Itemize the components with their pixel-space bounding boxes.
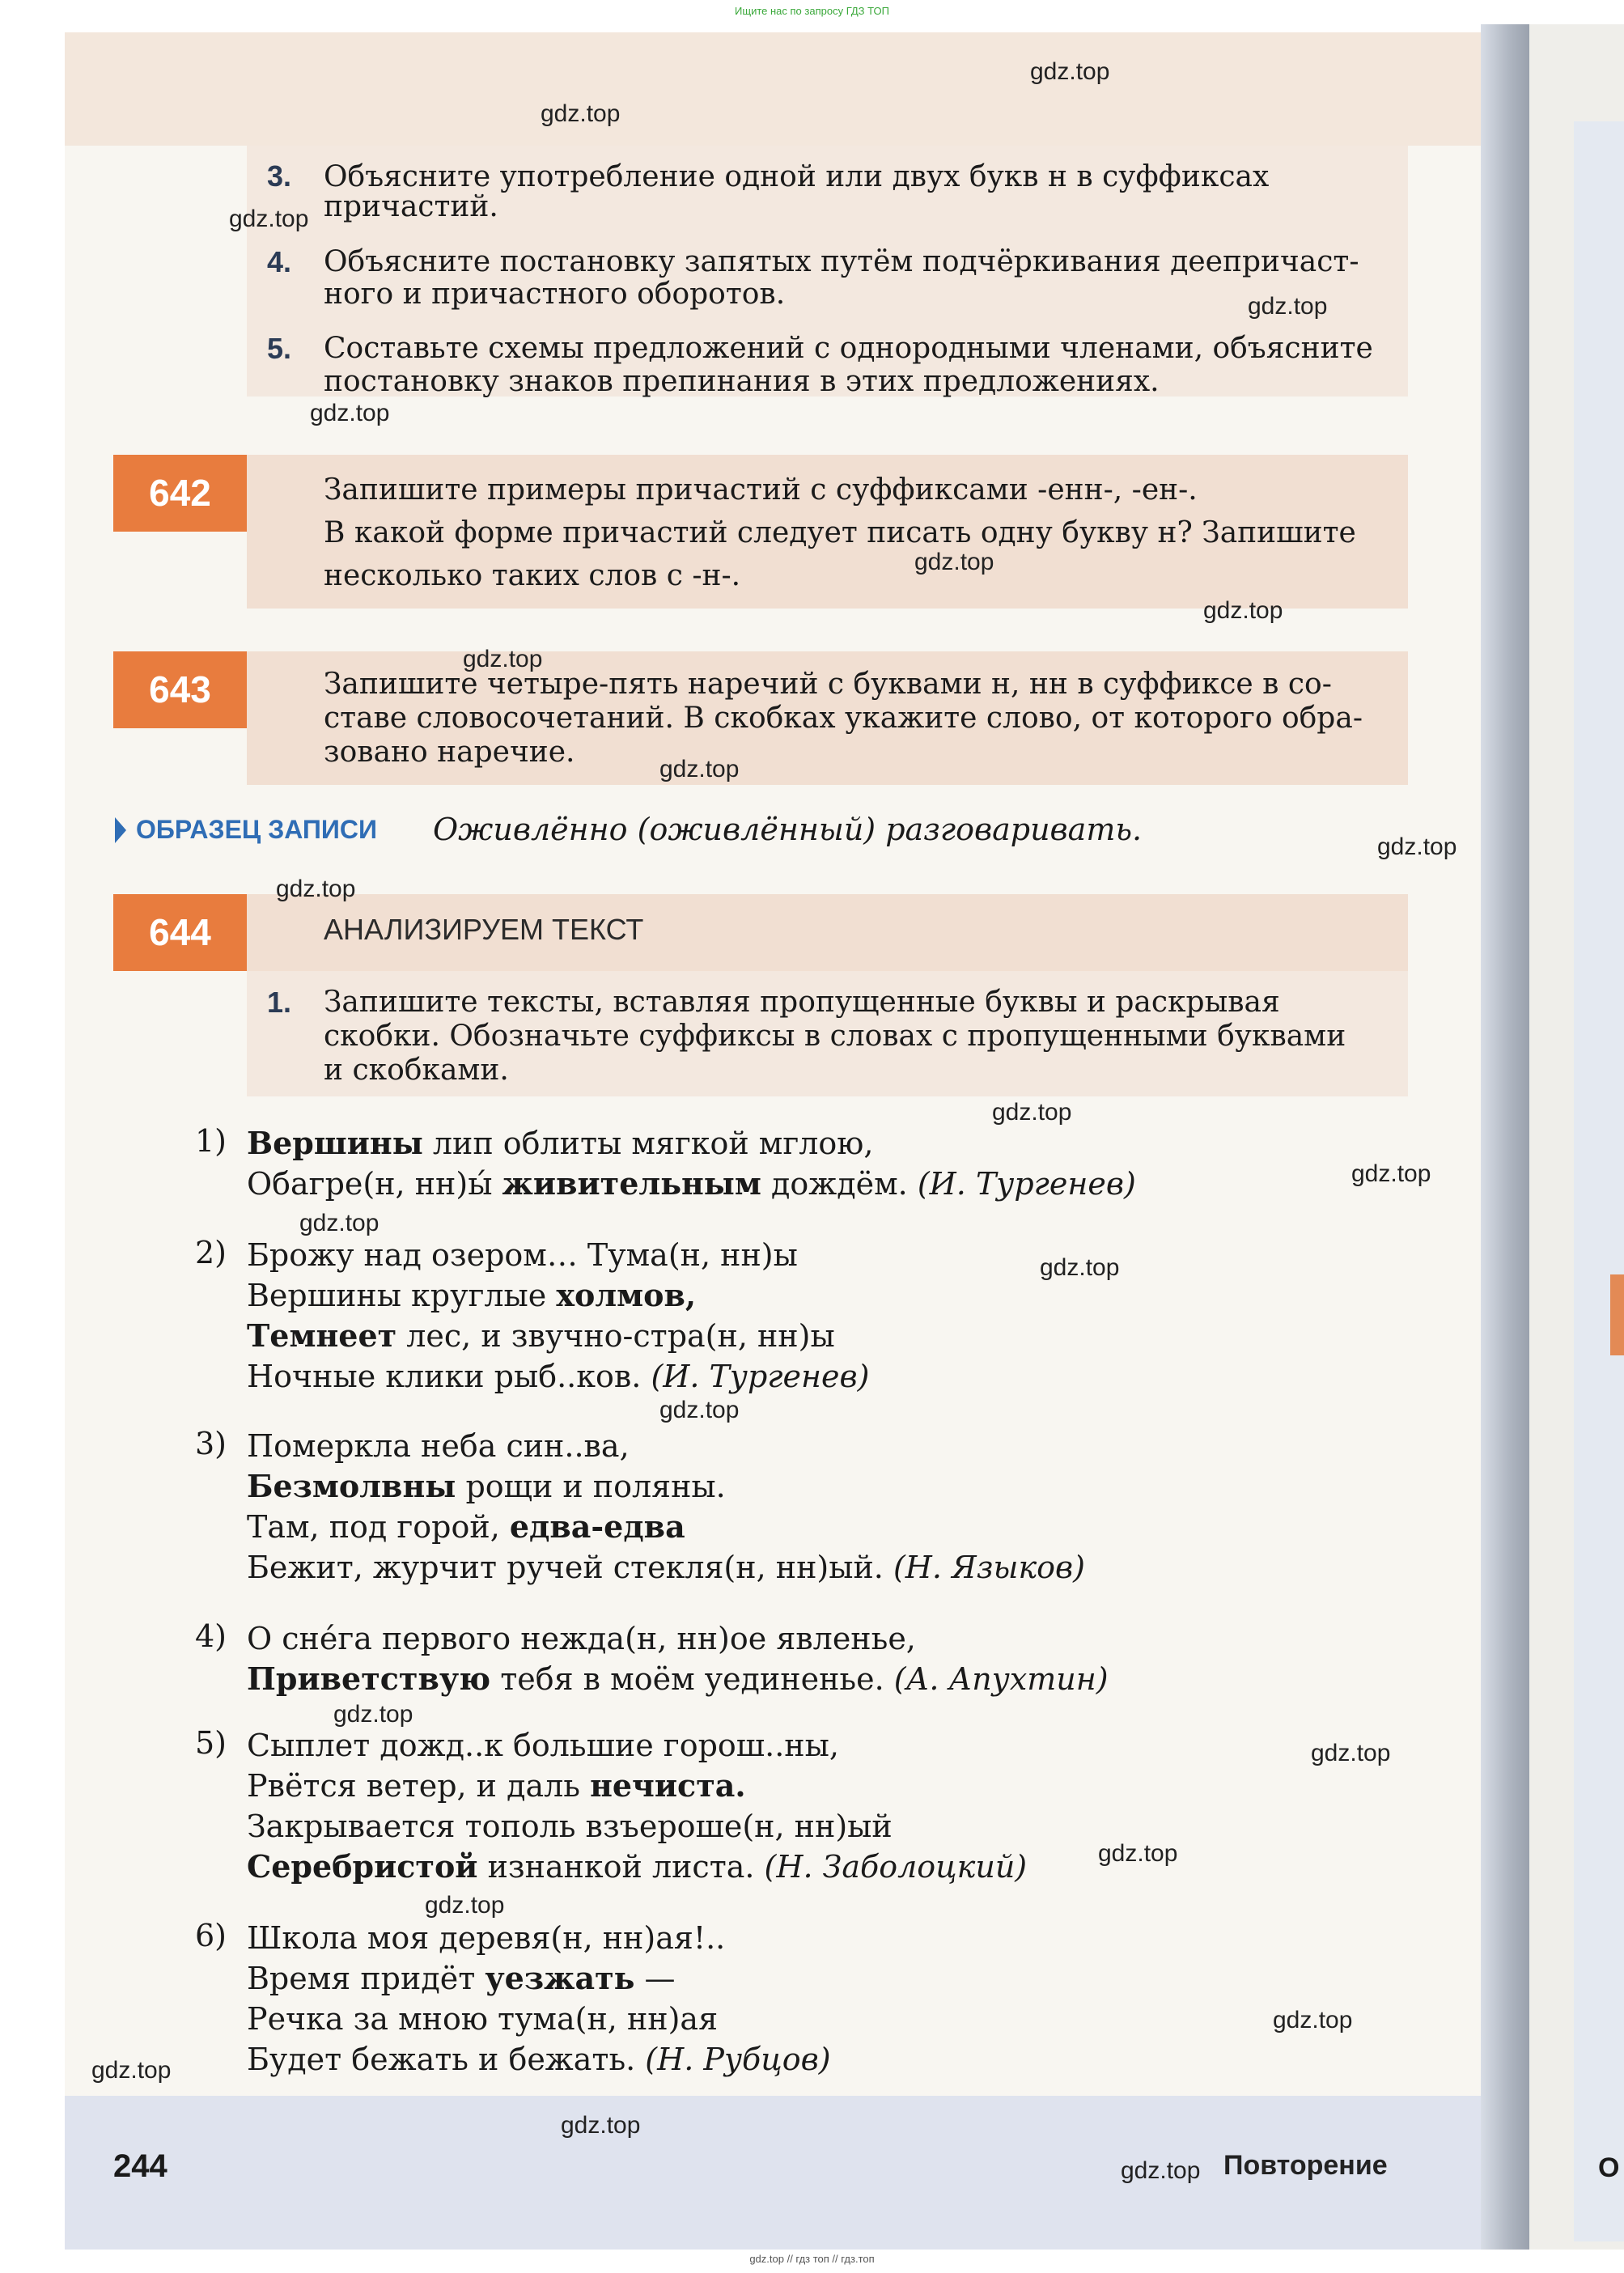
facing-page-text: О bbox=[1598, 2152, 1620, 2183]
line-text: Закрывается тополь взъероше(н, нн)ый bbox=[247, 1809, 893, 1844]
watermark: gdz.top bbox=[229, 206, 309, 232]
poem-number: 2) bbox=[194, 1235, 227, 1270]
line-text: Бежит, журчит ручей стекля(н, нн)ый. bbox=[247, 1550, 893, 1585]
bold-word: Безмолвны bbox=[247, 1468, 456, 1504]
watermark: gdz.top bbox=[561, 2112, 641, 2139]
bold-word: Приветствую bbox=[247, 1660, 491, 1697]
task-643-line: зовано наречие. bbox=[324, 736, 575, 769]
poem-line bbox=[247, 1356, 869, 1397]
sample-text: Оживлённо (оживлённый) разговаривать. bbox=[433, 812, 1143, 847]
line-text: лип облиты мягкой мглою, bbox=[422, 1126, 874, 1161]
watermark: gdz.top bbox=[1203, 597, 1283, 624]
line-text: дождём. bbox=[761, 1166, 918, 1202]
watermark: gdz.top bbox=[463, 646, 543, 672]
author: (Н. Рубцов) bbox=[645, 2042, 831, 2077]
watermark: gdz.top bbox=[914, 549, 994, 575]
watermark: gdz.top bbox=[992, 1099, 1072, 1126]
poem-line bbox=[247, 1164, 1136, 1204]
task-643-line: ставе словосочетаний. В скобках укажите слово, от которого обра- bbox=[324, 702, 1363, 735]
poem-line bbox=[247, 1275, 696, 1316]
question-number: 3. bbox=[267, 159, 292, 193]
question-text: постановку знаков препинания в этих предложениях. bbox=[324, 365, 1160, 398]
line-text: изнанкой листа. bbox=[477, 1849, 765, 1885]
watermark: gdz.top bbox=[425, 1892, 505, 1919]
task-644-line: и скобками. bbox=[324, 1054, 509, 1087]
line-text: тебя в моём уединенье. bbox=[490, 1661, 894, 1697]
watermark: gdz.top bbox=[1121, 2157, 1201, 2184]
poem-line bbox=[247, 1316, 835, 1356]
task-642-number: 642 bbox=[113, 455, 247, 532]
question-text: Объясните постановку запятых путём подчёркивания деепричаст- bbox=[324, 245, 1359, 278]
top-banner: Ищите нас по запросу ГДЗ ТОП bbox=[735, 5, 889, 17]
watermark: gdz.top bbox=[276, 876, 356, 902]
poem-line bbox=[247, 1547, 1085, 1588]
watermark: gdz.top bbox=[1351, 1160, 1431, 1187]
question-text: ного и причастного оборотов. bbox=[324, 278, 786, 311]
bold-word: едва-едва bbox=[509, 1508, 685, 1545]
bottom-banner: gdz.top // гдз топ // гдз.топ bbox=[749, 2253, 875, 2265]
watermark: gdz.top bbox=[91, 2057, 172, 2084]
task-643-line: Запишите четыре-пять наречий с буквами н, нн в суффиксе в со- bbox=[324, 668, 1332, 701]
bold-word: уезжать bbox=[485, 1960, 635, 1996]
watermark: gdz.top bbox=[1273, 2007, 1353, 2033]
line-text: Школа моя деревя(н, нн)ая!.. bbox=[247, 1920, 726, 1956]
line-text: Будет бежать и бежать. bbox=[247, 2042, 646, 2077]
watermark: gdz.top bbox=[1098, 1840, 1178, 1867]
author: (И. Тургенев) bbox=[651, 1359, 870, 1394]
line-text: Вершины круглые bbox=[247, 1278, 557, 1313]
bold-word: Вершины bbox=[247, 1125, 423, 1161]
watermark: gdz.top bbox=[1248, 293, 1328, 320]
watermark: gdz.top bbox=[1040, 1254, 1120, 1281]
bold-word: холмов, bbox=[556, 1277, 697, 1313]
question-text: причастий. bbox=[324, 190, 498, 223]
bold-word: Темнеет bbox=[247, 1317, 397, 1354]
page-top-band bbox=[65, 32, 1497, 146]
author: (Н. Заболоцкий) bbox=[764, 1849, 1028, 1885]
bold-word: Серебристой bbox=[247, 1848, 478, 1885]
line-text: Речка за мною тума(н, нн)ая bbox=[247, 2001, 719, 2037]
poem-line bbox=[247, 1918, 725, 1958]
watermark: gdz.top bbox=[299, 1210, 379, 1236]
task-644-heading: АНАЛИЗИРУЕМ ТЕКСТ bbox=[324, 913, 644, 946]
sample-arrow-icon bbox=[115, 817, 126, 843]
facing-page-edge bbox=[1529, 24, 1624, 2250]
line-text: Рвётся ветер, и даль bbox=[247, 1768, 591, 1804]
poem-line bbox=[247, 1999, 718, 2039]
author: (Н. Языков) bbox=[893, 1550, 1085, 1585]
line-text: Там, под горой, bbox=[247, 1509, 510, 1545]
watermark: gdz.top bbox=[659, 756, 740, 782]
poem-line bbox=[247, 1618, 916, 1659]
sample-label: ОБРАЗЕЦ ЗАПИСИ bbox=[136, 815, 378, 844]
poem-line bbox=[247, 1847, 1027, 1887]
book-gutter bbox=[1481, 24, 1529, 2250]
poem-line bbox=[247, 1426, 630, 1466]
poem-number: 1) bbox=[194, 1123, 227, 1159]
bold-word: живительным bbox=[502, 1165, 761, 1202]
line-text: — bbox=[634, 1961, 676, 1996]
task-642-line: Запишите примеры причастий с суффиксами -енн-, -ен-. bbox=[324, 473, 1198, 507]
task-642-line: несколько таких слов с -н-. bbox=[324, 559, 741, 592]
line-text: Время придёт bbox=[247, 1961, 486, 1996]
poem-number: 5) bbox=[194, 1725, 227, 1761]
line-text: Ночные клики рыб..ков. bbox=[247, 1359, 651, 1394]
question-text: Объясните употребление одной или двух букв н в суффиксах bbox=[324, 160, 1270, 193]
task-644-line: Запишите тексты, вставляя пропущенные буквы и раскрывая bbox=[324, 986, 1280, 1019]
poem-line bbox=[247, 1235, 798, 1275]
facing-page-tab bbox=[1610, 1274, 1624, 1355]
watermark: gdz.top bbox=[310, 400, 390, 426]
poem-line bbox=[247, 2039, 831, 2080]
facing-page-bar bbox=[1574, 121, 1624, 2241]
line-text: Сыплет дожд..к большие горош..ны, bbox=[247, 1728, 839, 1763]
watermark: gdz.top bbox=[1030, 58, 1110, 85]
poem-line bbox=[247, 1806, 893, 1847]
task-644-line: скобки. Обозначьте суффиксы в словах с пропущенными буквами bbox=[324, 1020, 1346, 1053]
line-text: Брожу над озером… Тума(н, нн)ы bbox=[247, 1237, 798, 1273]
task-643-number: 643 bbox=[113, 651, 247, 728]
watermark: gdz.top bbox=[333, 1701, 413, 1728]
question-number: 5. bbox=[267, 332, 292, 365]
author: (И. Тургенев) bbox=[917, 1166, 1136, 1202]
poem-number: 3) bbox=[194, 1426, 227, 1461]
poem-line bbox=[247, 1466, 726, 1507]
poem-number: 4) bbox=[194, 1618, 227, 1654]
bold-word: нечиста. bbox=[590, 1767, 746, 1804]
watermark: gdz.top bbox=[659, 1397, 740, 1423]
watermark: gdz.top bbox=[1377, 833, 1457, 860]
author: (А. Апухтин) bbox=[893, 1661, 1109, 1697]
poem-line bbox=[247, 1507, 685, 1547]
line-text: Обагре(н, нн)ы́ bbox=[247, 1166, 502, 1202]
task-644-question-number: 1. bbox=[267, 986, 292, 1019]
question-text: Составьте схемы предложений с однородными членами, объясните bbox=[324, 332, 1373, 365]
section-name: Повторение bbox=[1223, 2150, 1388, 2181]
poem-line bbox=[247, 1958, 676, 1999]
poem-line bbox=[247, 1659, 1109, 1699]
poem-line bbox=[247, 1725, 839, 1766]
poem-number: 6) bbox=[194, 1918, 227, 1953]
line-text: рощи и поляны. bbox=[456, 1469, 726, 1504]
line-text: Померкла неба син..ва, bbox=[247, 1428, 630, 1464]
task-642-line: В какой форме причастий следует писать одну букву н? Запишите bbox=[324, 516, 1356, 549]
task-644-number: 644 bbox=[113, 894, 247, 971]
question-number: 4. bbox=[267, 245, 292, 278]
line-text: лес, и звучно-стра(н, нн)ы bbox=[396, 1318, 835, 1354]
poem-line bbox=[247, 1766, 746, 1806]
watermark: gdz.top bbox=[1311, 1740, 1391, 1766]
poem-line bbox=[247, 1123, 873, 1164]
watermark: gdz.top bbox=[541, 100, 621, 127]
page-number: 244 bbox=[113, 2148, 167, 2184]
line-text: О снéга первого нежда(н, нн)ое явленье, bbox=[247, 1621, 916, 1656]
